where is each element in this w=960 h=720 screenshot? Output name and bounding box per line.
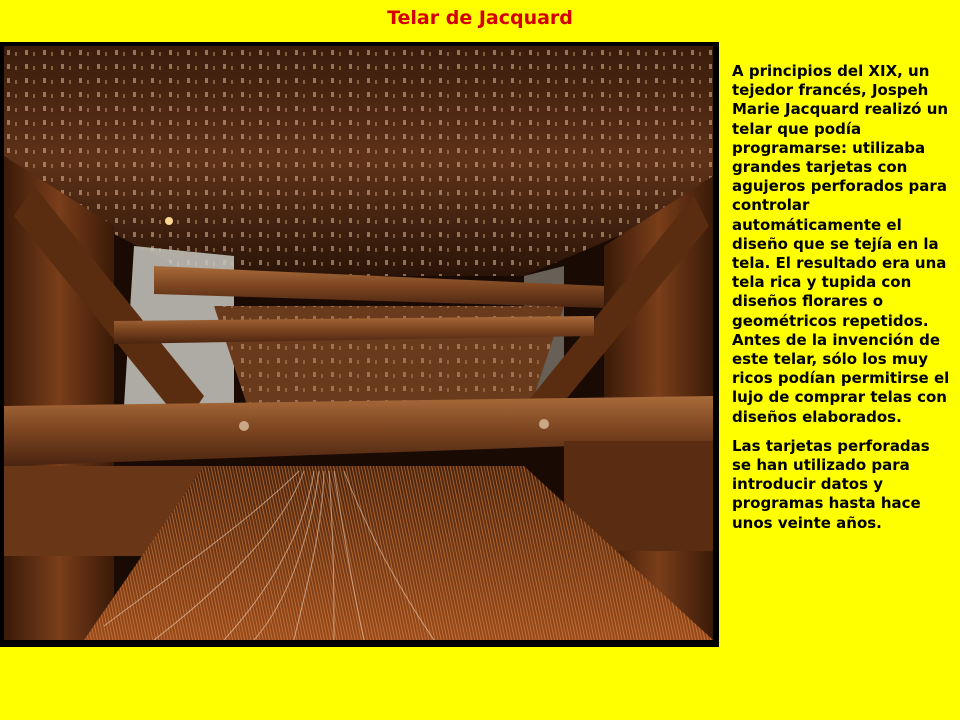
description-paragraph: Las tarjetas perforadas se han utilizado para introducir datos y programas hasta hace unos veinte años. <box>732 436 930 532</box>
jacquard-loom-photo <box>0 42 719 647</box>
description-paragraph: A principios del XIX, un tejedor francés, Jospeh Marie Jacquard realizó un telar que podía programarse: utilizaba grandes tarjetas con agujeros perforados para controlar automáticamente el diseño que se tejía en la tela. El resultado era una tela rica y tupida con diseños florares o geométricos repetidos. Antes de la invención de este telar, sólo los muy ricos podían permitirse el lujo de comprar telas con diseños elaborados. <box>732 62 950 426</box>
jacquard-loom-image <box>4 46 713 640</box>
slide-title: Telar de Jacquard <box>387 7 573 29</box>
description-column <box>732 62 954 543</box>
